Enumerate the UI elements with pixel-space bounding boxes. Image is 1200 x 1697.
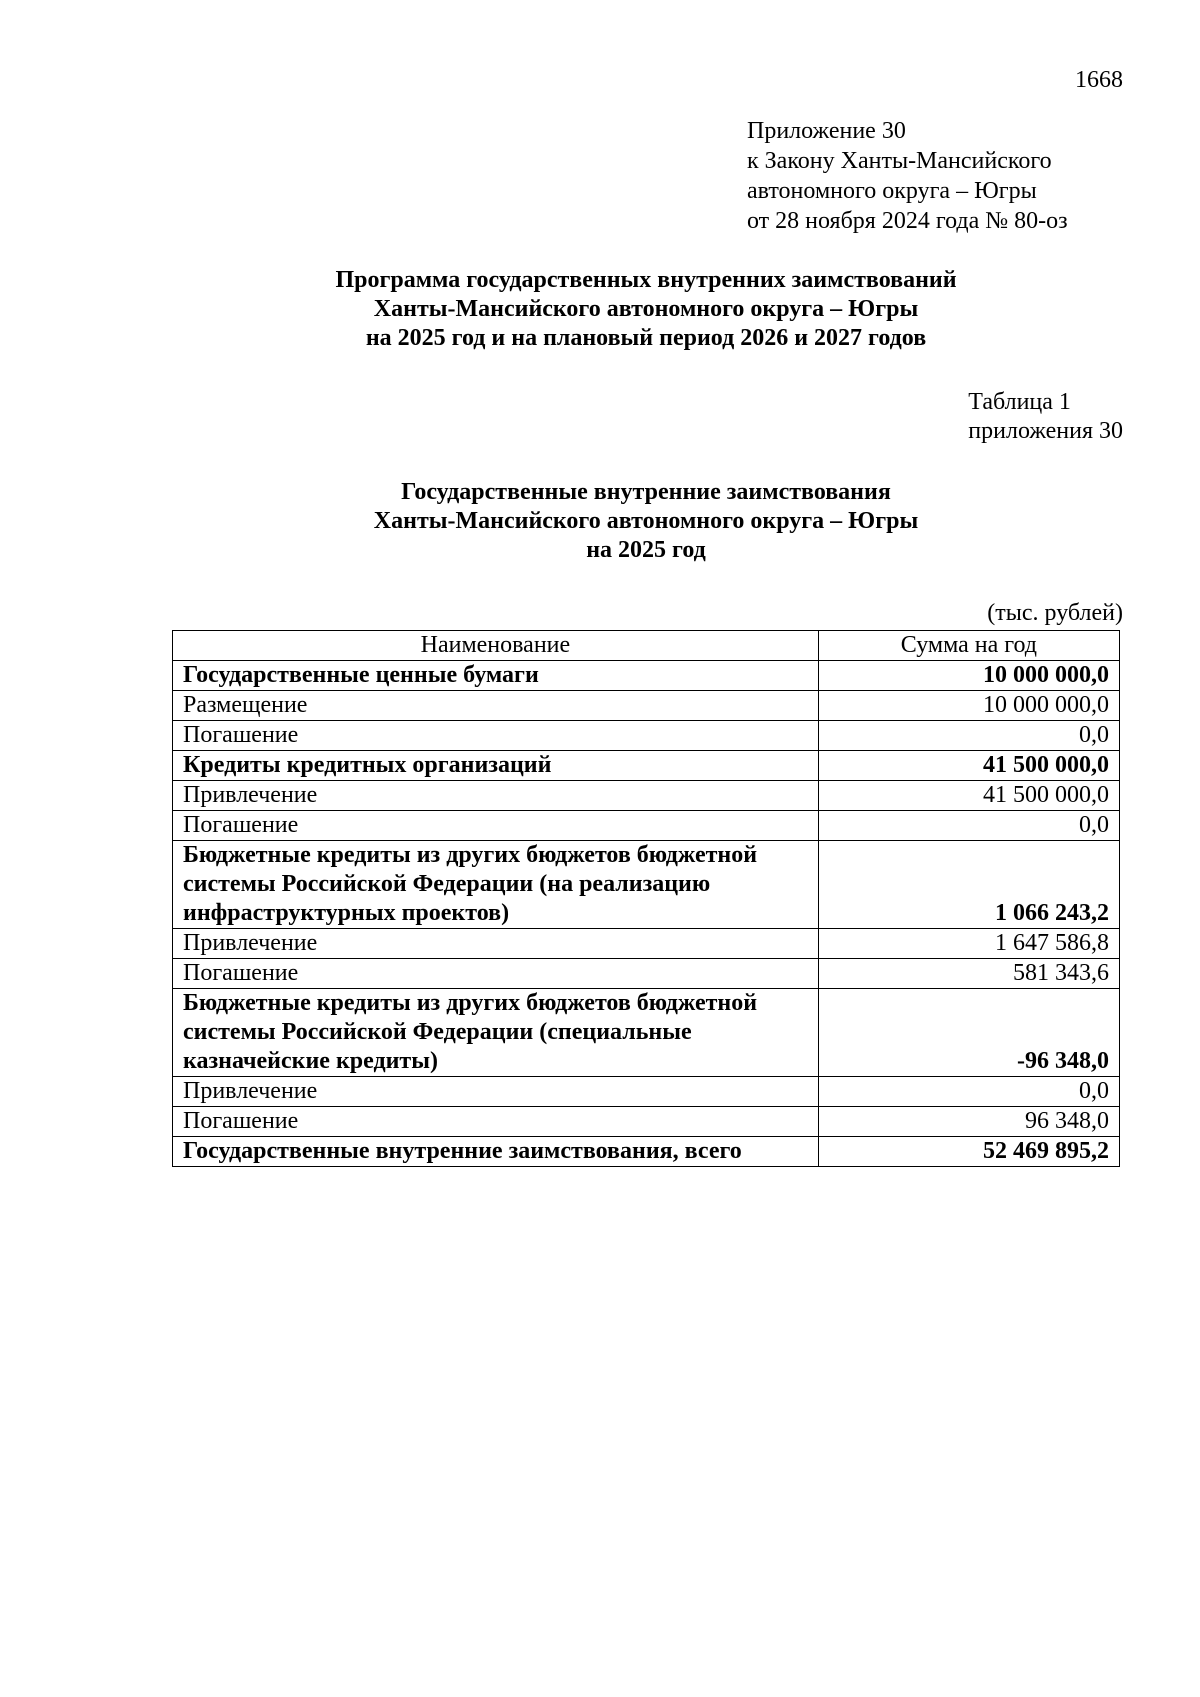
row-name-cell: Кредиты кредитных организаций <box>173 751 819 781</box>
table-title-line: Государственные внутренние заимствования <box>401 479 891 505</box>
row-name-cell: Погашение <box>173 1107 819 1137</box>
table-row <box>173 929 1120 959</box>
appendix-reference <box>747 116 1068 236</box>
row-sum-cell: 0,0 <box>818 811 1119 841</box>
row-name-cell: Размещение <box>173 691 819 721</box>
row-sum-cell: 96 348,0 <box>818 1107 1119 1137</box>
row-sum-cell: 581 343,6 <box>818 959 1119 989</box>
table-row <box>173 1137 1120 1167</box>
table-row <box>173 841 1120 929</box>
row-name-cell: Погашение <box>173 721 819 751</box>
table-row <box>173 959 1120 989</box>
row-sum-cell: -96 348,0 <box>818 989 1119 1077</box>
table-row <box>173 1077 1120 1107</box>
row-sum-cell: 52 469 895,2 <box>818 1137 1119 1167</box>
table-reference <box>968 388 1123 446</box>
table-row <box>173 661 1120 691</box>
row-sum-cell: 41 500 000,0 <box>818 781 1119 811</box>
table-title <box>172 478 1120 565</box>
appendix-ref-line: к Закону Ханты-Мансийского <box>747 148 1052 174</box>
row-name-cell: Привлечение <box>173 781 819 811</box>
program-title-line: на 2025 год и на плановый период 2026 и 2027 годов <box>365 325 927 351</box>
program-title-line: Программа государственных внутренних заимствований <box>335 267 957 293</box>
table-row <box>173 989 1120 1077</box>
header-name: Наименование <box>173 631 819 661</box>
row-name-cell: Государственные внутренние заимствования, всего <box>173 1137 819 1167</box>
row-name-cell: Бюджетные кредиты из других бюджетов бюджетной системы Российской Федерации (на реализацию инфраструктурных проектов) <box>173 841 819 929</box>
header-sum: Сумма на год <box>818 631 1119 661</box>
table-title-line: Ханты-Мансийского автономного округа – Югры <box>373 508 919 534</box>
row-name-cell: Погашение <box>173 959 819 989</box>
row-sum-cell: 10 000 000,0 <box>818 691 1119 721</box>
row-sum-cell: 0,0 <box>818 721 1119 751</box>
row-name-cell: Привлечение <box>173 929 819 959</box>
table-row <box>173 781 1120 811</box>
table-ref-line: Таблица 1 <box>968 389 1071 415</box>
table-row <box>173 751 1120 781</box>
table-header-row <box>173 631 1120 661</box>
appendix-ref-line: Приложение 30 <box>747 118 906 144</box>
table-row <box>173 1107 1120 1137</box>
program-title <box>172 266 1120 353</box>
table-ref-line: приложения 30 <box>968 418 1123 444</box>
appendix-ref-line: от 28 ноября 2024 года № 80-оз <box>747 208 1068 234</box>
row-sum-cell: 1 066 243,2 <box>818 841 1119 929</box>
table-title-line: на 2025 год <box>586 537 706 563</box>
units-label: (тыс. рублей) <box>987 600 1123 626</box>
page-number: 1668 <box>1075 67 1123 93</box>
program-title-line: Ханты-Мансийского автономного округа – Югры <box>373 296 919 322</box>
row-sum-cell: 41 500 000,0 <box>818 751 1119 781</box>
borrowings-table <box>172 630 1120 1167</box>
row-name-cell: Привлечение <box>173 1077 819 1107</box>
row-name-cell: Государственные ценные бумаги <box>173 661 819 691</box>
row-sum-cell: 10 000 000,0 <box>818 661 1119 691</box>
row-name-cell: Бюджетные кредиты из других бюджетов бюджетной системы Российской Федерации (специальные казначейские кредиты) <box>173 989 819 1077</box>
table-row <box>173 811 1120 841</box>
table-row <box>173 691 1120 721</box>
table-row <box>173 721 1120 751</box>
row-sum-cell: 1 647 586,8 <box>818 929 1119 959</box>
row-name-cell: Погашение <box>173 811 819 841</box>
row-sum-cell: 0,0 <box>818 1077 1119 1107</box>
table-body <box>173 661 1120 1167</box>
appendix-ref-line: автономного округа – Югры <box>747 178 1037 204</box>
